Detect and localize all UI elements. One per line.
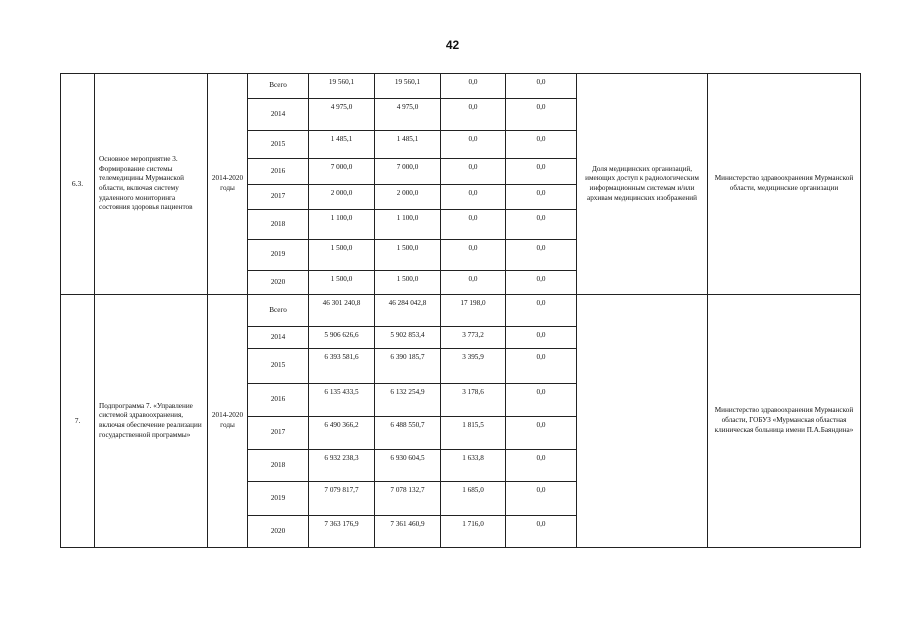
value-cell: 0,0 <box>506 210 577 240</box>
value-cell: 0,0 <box>506 99 577 131</box>
value-cell: 5 902 853,4 <box>375 327 441 349</box>
year-cell: 2016 <box>248 159 309 185</box>
value-cell: 0,0 <box>506 482 577 516</box>
value-cell: 7 361 460,9 <box>375 516 441 548</box>
value-cell: 0,0 <box>441 271 506 295</box>
executor-cell: Министерство здравоохранения Мурманской области, ГОБУЗ «Мурманская областная клиническая больница имени П.А.Баяндина» <box>708 295 861 548</box>
total-cell: 19 560,1 <box>309 74 375 99</box>
year-cell: 2014 <box>248 327 309 349</box>
value-cell: 0,0 <box>441 159 506 185</box>
value-cell: 7 078 132,7 <box>375 482 441 516</box>
value-cell: 7 000,0 <box>375 159 441 185</box>
total-cell: 2 000,0 <box>309 185 375 210</box>
value-cell: 1 633,8 <box>441 450 506 482</box>
value-cell: 0,0 <box>506 74 577 99</box>
total-cell: 4 975,0 <box>309 99 375 131</box>
total-cell: 7 363 176,9 <box>309 516 375 548</box>
value-cell: 0,0 <box>506 327 577 349</box>
executor-cell: Министерство здравоохранения Мурманской области, медицинские организации <box>708 74 861 295</box>
total-cell: 7 079 817,7 <box>309 482 375 516</box>
value-cell: 1 500,0 <box>375 271 441 295</box>
year-cell: 2018 <box>248 210 309 240</box>
value-cell: 0,0 <box>506 417 577 450</box>
year-cell: 2015 <box>248 349 309 384</box>
value-cell: 0,0 <box>506 185 577 210</box>
item-code: 6.3. <box>61 74 95 295</box>
total-cell: 6 490 366,2 <box>309 417 375 450</box>
indicator-cell <box>577 295 708 548</box>
value-cell: 0,0 <box>506 295 577 327</box>
item-name: Основное мероприятие 3. Формирование системы телемедицины Мурманской области, включая систему удаленного мониторинга состояния здоровья пациентов <box>95 74 208 295</box>
total-cell: 6 135 433,5 <box>309 384 375 417</box>
value-cell: 0,0 <box>506 159 577 185</box>
year-cell: 2020 <box>248 516 309 548</box>
total-cell: 1 500,0 <box>309 240 375 271</box>
year-cell: 2015 <box>248 131 309 159</box>
total-cell: 1 500,0 <box>309 271 375 295</box>
value-cell: 17 198,0 <box>441 295 506 327</box>
value-cell: 1 485,1 <box>375 131 441 159</box>
value-cell: 0,0 <box>506 384 577 417</box>
program-funding-table <box>60 73 861 548</box>
year-cell: 2019 <box>248 240 309 271</box>
indicator-cell: Доля медицинских организаций, имеющих доступ к радиологическим информационным системам и/или архивам медицинских изображений <box>577 74 708 295</box>
value-cell: 0,0 <box>441 185 506 210</box>
page-number: 42 <box>445 38 460 52</box>
total-cell: 7 000,0 <box>309 159 375 185</box>
value-cell: 1 500,0 <box>375 240 441 271</box>
value-cell: 6 390 185,7 <box>375 349 441 384</box>
table-row <box>61 74 861 99</box>
value-cell: 0,0 <box>506 450 577 482</box>
value-cell: 3 395,9 <box>441 349 506 384</box>
value-cell: 1 685,0 <box>441 482 506 516</box>
year-cell: 2020 <box>248 271 309 295</box>
year-cell: 2016 <box>248 384 309 417</box>
year-cell: 2018 <box>248 450 309 482</box>
year-cell: Всего <box>248 295 309 327</box>
total-cell: 6 932 238,3 <box>309 450 375 482</box>
value-cell: 1 716,0 <box>441 516 506 548</box>
value-cell: 3 773,2 <box>441 327 506 349</box>
value-cell: 4 975,0 <box>375 99 441 131</box>
value-cell: 0,0 <box>506 516 577 548</box>
total-cell: 6 393 581,6 <box>309 349 375 384</box>
total-cell: 46 301 240,8 <box>309 295 375 327</box>
value-cell: 0,0 <box>506 271 577 295</box>
item-period: 2014-2020 годы <box>208 74 248 295</box>
year-cell: 2014 <box>248 99 309 131</box>
total-cell: 5 906 626,6 <box>309 327 375 349</box>
value-cell: 0,0 <box>441 210 506 240</box>
value-cell: 3 178,6 <box>441 384 506 417</box>
total-cell: 1 485,1 <box>309 131 375 159</box>
year-cell: 2017 <box>248 185 309 210</box>
year-cell: Всего <box>248 74 309 99</box>
value-cell: 0,0 <box>506 240 577 271</box>
value-cell: 1 100,0 <box>375 210 441 240</box>
value-cell: 0,0 <box>506 131 577 159</box>
table-row <box>61 295 861 327</box>
value-cell: 19 560,1 <box>375 74 441 99</box>
value-cell: 0,0 <box>441 240 506 271</box>
value-cell: 2 000,0 <box>375 185 441 210</box>
value-cell: 1 815,5 <box>441 417 506 450</box>
year-cell: 2017 <box>248 417 309 450</box>
item-name: Подпрограмма 7. «Управление системой здравоохранения, включая обеспечение реализации государственной программы» <box>95 295 208 548</box>
value-cell: 46 284 042,8 <box>375 295 441 327</box>
value-cell: 6 488 550,7 <box>375 417 441 450</box>
item-period: 2014-2020 годы <box>208 295 248 548</box>
value-cell: 0,0 <box>506 349 577 384</box>
year-cell: 2019 <box>248 482 309 516</box>
total-cell: 1 100,0 <box>309 210 375 240</box>
value-cell: 6 132 254,9 <box>375 384 441 417</box>
item-code: 7. <box>61 295 95 548</box>
value-cell: 0,0 <box>441 74 506 99</box>
value-cell: 6 930 604,5 <box>375 450 441 482</box>
value-cell: 0,0 <box>441 99 506 131</box>
value-cell: 0,0 <box>441 131 506 159</box>
